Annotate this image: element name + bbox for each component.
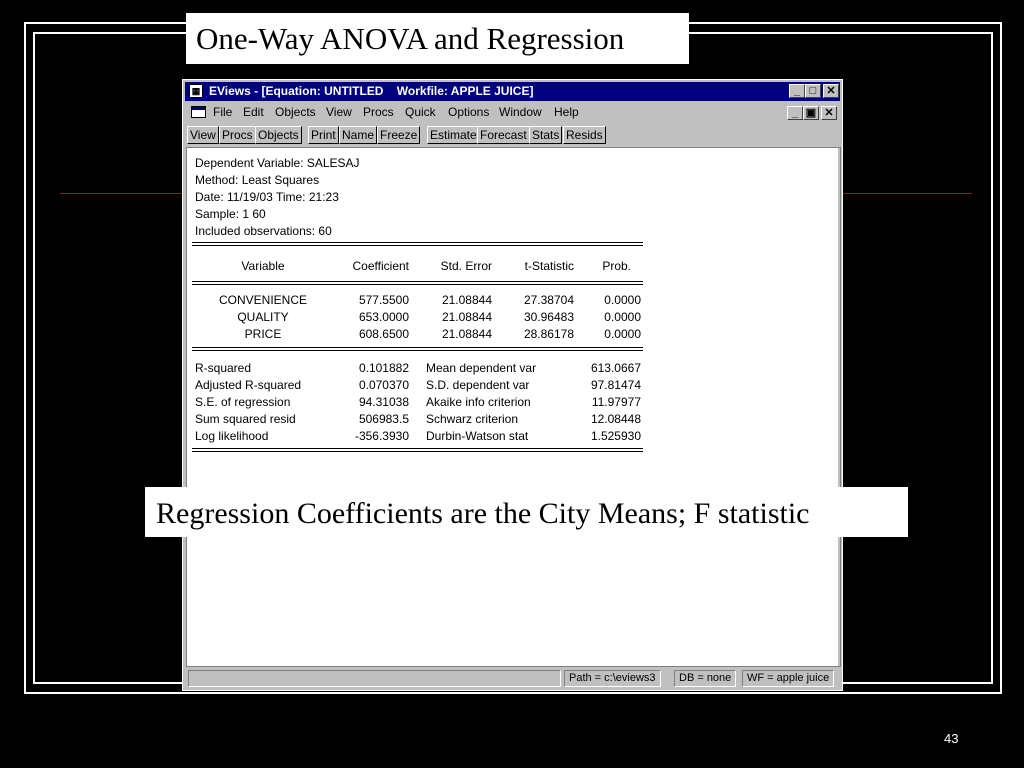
table-rule [192, 281, 643, 285]
output-header-line: Date: 11/19/03 Time: 21:23 [195, 190, 339, 204]
window-titlebar[interactable] [185, 82, 840, 101]
minimize-icon[interactable]: _ [789, 84, 805, 98]
column-header-variable: Variable [241, 259, 285, 273]
stat-label: Sum squared resid [195, 412, 296, 426]
variable-cell: PRICE [244, 327, 282, 341]
page-number: 43 [944, 731, 959, 746]
red-rule-left [60, 193, 182, 194]
stat-value: 0.101882 [358, 361, 409, 375]
stat-label: Durbin-Watson stat [426, 429, 529, 443]
stat-label: Mean dependent var [426, 361, 537, 375]
mdi-restore-icon[interactable]: ▣ [803, 106, 819, 120]
stats-button[interactable]: Stats [529, 126, 562, 144]
std-error-cell: 21.08844 [441, 293, 492, 307]
menu-quick[interactable]: Quick [405, 105, 436, 119]
output-header-line: Method: Least Squares [195, 173, 320, 187]
column-header-coefficient: Coefficient [352, 259, 409, 273]
status-message [188, 670, 561, 687]
coefficient-cell: 608.6500 [358, 327, 409, 341]
equation-toolbar [185, 124, 840, 146]
output-header-line: Included observations: 60 [195, 224, 332, 238]
stat-label: S.E. of regression [195, 395, 291, 409]
stat-value: 11.97977 [591, 395, 641, 409]
close-icon[interactable]: ✕ [823, 84, 839, 98]
stat-label: Log likelihood [195, 429, 269, 443]
vertical-scrollbar[interactable] [838, 148, 840, 666]
status-path: Path = c:\eviews3 [564, 670, 661, 687]
freeze-button[interactable]: Freeze [377, 126, 420, 144]
coefficient-cell: 653.0000 [358, 310, 409, 324]
column-header-std-error: Std. Error [440, 259, 492, 273]
stat-label: Adjusted R-squared [195, 378, 302, 392]
table-rule [192, 347, 643, 351]
estimate-button[interactable]: Estimate [427, 126, 480, 144]
document-icon[interactable] [191, 106, 206, 118]
t-statistic-cell: 27.38704 [523, 293, 574, 307]
menu-options[interactable]: Options [448, 105, 490, 119]
forecast-button[interactable]: Forecast [477, 126, 530, 144]
stat-value: -356.3930 [354, 429, 409, 443]
std-error-cell: 21.08844 [441, 327, 492, 341]
prob-cell: 0.0000 [604, 310, 641, 324]
stat-label: Schwarz criterion [426, 412, 519, 426]
table-rule [192, 448, 643, 452]
stat-label: S.D. dependent var [426, 378, 530, 392]
view-button[interactable]: View [187, 126, 219, 144]
stat-value: 0.070370 [358, 378, 409, 392]
coefficient-cell: 577.5500 [358, 293, 409, 307]
status-db: DB = none [674, 670, 736, 687]
t-statistic-cell: 28.86178 [523, 327, 574, 341]
stat-value: 1.525930 [590, 429, 641, 443]
menu-objects[interactable]: Objects [275, 105, 316, 119]
window-title: EViews - [Equation: UNTITLED Workfile: APPLE JUICE] [209, 84, 534, 98]
status-wf: WF = apple juice [742, 670, 834, 687]
output-header-line: Sample: 1 60 [195, 207, 266, 221]
menu-view[interactable]: View [326, 105, 352, 119]
status-bar [186, 668, 841, 688]
output-header-line: Dependent Variable: SALESAJ [195, 156, 360, 170]
menu-procs[interactable]: Procs [363, 105, 394, 119]
stat-value: 94.31038 [358, 395, 409, 409]
procs-button[interactable]: Procs [219, 126, 256, 144]
menu-file[interactable]: File [213, 105, 233, 119]
menu-help[interactable]: Help [554, 105, 579, 119]
eviews-window [182, 79, 843, 691]
stat-label: Akaike info criterion [426, 395, 531, 409]
maximize-icon[interactable]: □ [805, 84, 821, 98]
stat-value: 12.08448 [590, 412, 641, 426]
equation-output[interactable] [186, 147, 841, 667]
eviews-app-icon[interactable]: ▦ [189, 84, 203, 98]
menu-bar [185, 102, 840, 122]
stat-value: 613.0667 [590, 361, 641, 375]
prob-cell: 0.0000 [604, 327, 641, 341]
mdi-close-icon[interactable]: ✕ [821, 106, 837, 120]
objects-button[interactable]: Objects [255, 126, 302, 144]
menu-edit[interactable]: Edit [243, 105, 264, 119]
std-error-cell: 21.08844 [441, 310, 492, 324]
t-statistic-cell: 30.96483 [523, 310, 574, 324]
prob-cell: 0.0000 [604, 293, 641, 307]
slide-title: One-Way ANOVA and Regression [186, 13, 689, 64]
table-rule [192, 242, 643, 246]
resids-button[interactable]: Resids [563, 126, 606, 144]
callout-text: Regression Coefficients are the City Means; F statistic [145, 487, 908, 537]
variable-cell: CONVENIENCE [218, 293, 307, 307]
stat-label: R-squared [195, 361, 252, 375]
name-button[interactable]: Name [339, 126, 377, 144]
column-header-t-statistic: t-Statistic [524, 259, 574, 273]
red-rule-right [843, 193, 972, 194]
column-header-prob: Prob. [602, 259, 631, 273]
menu-window[interactable]: Window [499, 105, 542, 119]
variable-cell: QUALITY [237, 310, 289, 324]
print-button[interactable]: Print [308, 126, 339, 144]
stat-value: 97.81474 [590, 378, 641, 392]
mdi-minimize-icon[interactable]: _ [787, 106, 803, 120]
stat-value: 506983.5 [358, 412, 409, 426]
